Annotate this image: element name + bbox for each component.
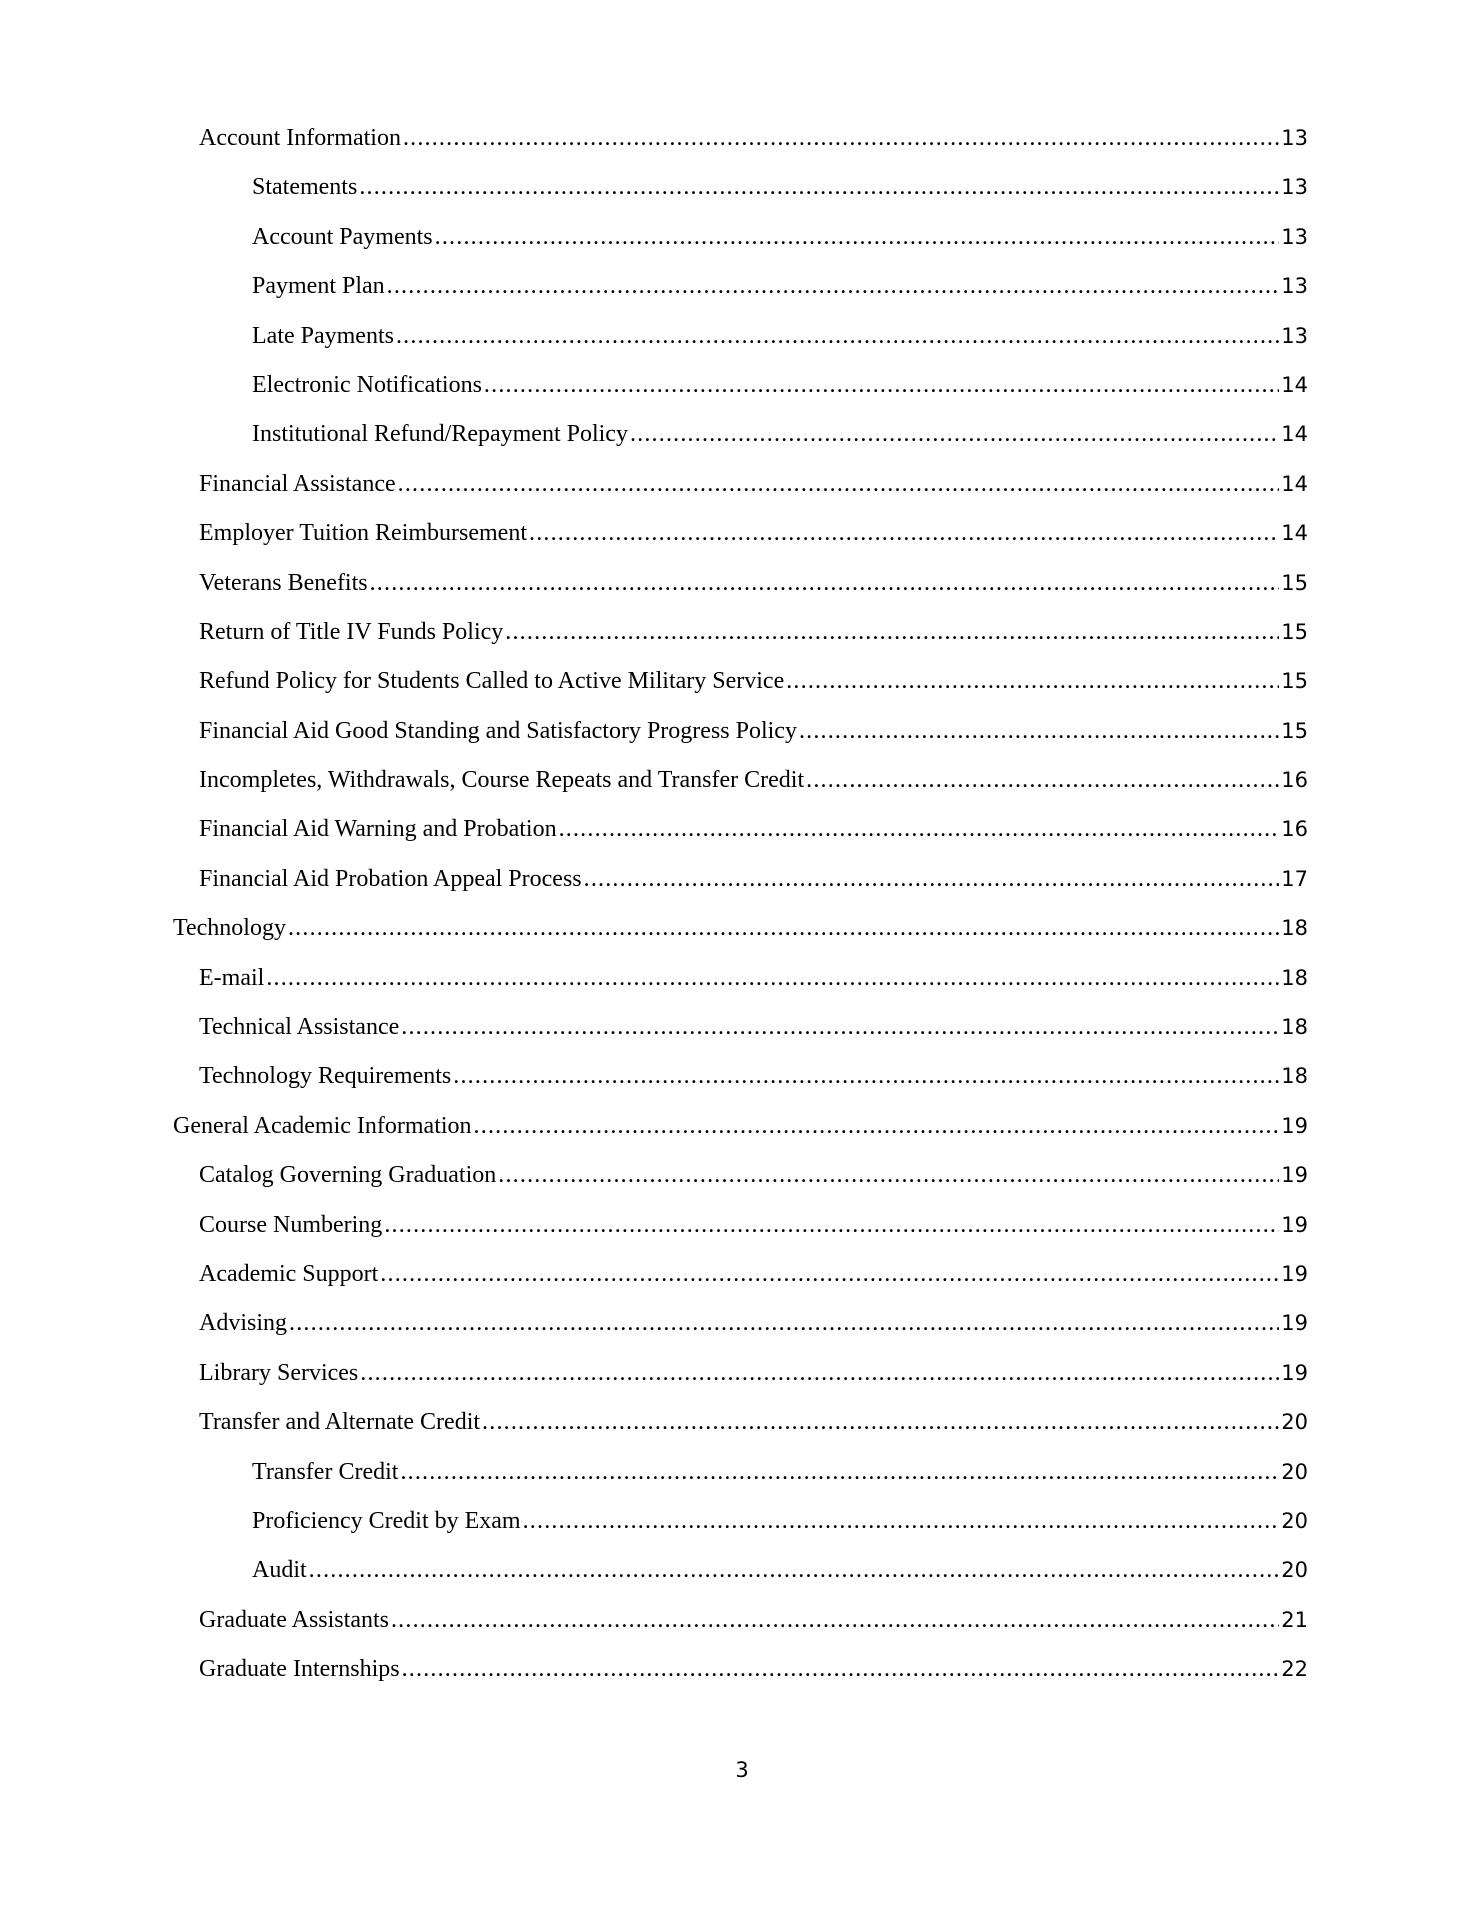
toc-dot-leader bbox=[498, 1161, 1279, 1189]
toc-entry[interactable] bbox=[0, 223, 1484, 272]
toc-entry-page-number: 19 bbox=[1281, 1113, 1308, 1138]
toc-entry-page-number: 21 bbox=[1281, 1607, 1308, 1632]
toc-entry-page-number: 20 bbox=[1281, 1410, 1308, 1435]
toc-dot-leader bbox=[391, 1606, 1279, 1634]
toc-entry-page-number: 19 bbox=[1281, 1261, 1308, 1286]
toc-entry[interactable] bbox=[0, 173, 1484, 222]
toc-entry[interactable] bbox=[0, 470, 1484, 519]
toc-entry[interactable] bbox=[0, 766, 1484, 815]
toc-entry[interactable] bbox=[0, 1309, 1484, 1358]
toc-entry[interactable] bbox=[0, 1556, 1484, 1605]
toc-entry[interactable] bbox=[0, 1606, 1484, 1655]
toc-entry-label: Financial Aid Probation Appeal Process bbox=[199, 865, 582, 892]
toc-dot-leader bbox=[398, 470, 1280, 498]
toc-entry[interactable] bbox=[0, 1507, 1484, 1556]
toc-dot-leader bbox=[453, 1062, 1279, 1090]
toc-entry-label: Transfer and Alternate Credit bbox=[199, 1409, 481, 1436]
toc-entry-label: Financial Aid Warning and Probation bbox=[199, 816, 557, 843]
toc-entry[interactable] bbox=[0, 1161, 1484, 1210]
toc-entry-label: Library Services bbox=[199, 1359, 359, 1386]
toc-entry-page-number: 14 bbox=[1281, 422, 1308, 447]
toc-entry-label: Institutional Refund/Repayment Policy bbox=[252, 421, 628, 448]
toc-entry-label: Technology bbox=[173, 915, 286, 942]
toc-entry-label: General Academic Information bbox=[173, 1112, 472, 1139]
toc-dot-leader bbox=[402, 1655, 1280, 1683]
toc-dot-leader bbox=[400, 1458, 1279, 1486]
toc-entry-page-number: 13 bbox=[1281, 126, 1308, 150]
toc-entry-page-number: 19 bbox=[1281, 1212, 1308, 1237]
toc-entry-page-number: 18 bbox=[1281, 916, 1308, 941]
toc-dot-leader bbox=[630, 420, 1279, 448]
toc-entry-page-number: 14 bbox=[1281, 372, 1308, 397]
toc-entry-label: Account Information bbox=[199, 125, 401, 151]
toc-entry-page-number: 18 bbox=[1281, 1015, 1308, 1040]
toc-entry-label: Technical Assistance bbox=[199, 1014, 400, 1041]
toc-dot-leader bbox=[401, 1013, 1279, 1041]
toc-entry-label: Advising bbox=[199, 1310, 288, 1337]
toc-dot-leader bbox=[806, 766, 1279, 794]
table-of-contents bbox=[0, 124, 1484, 1705]
toc-entry-label: Statements bbox=[252, 174, 358, 201]
toc-dot-leader bbox=[309, 1556, 1280, 1584]
toc-entry[interactable] bbox=[0, 667, 1484, 716]
toc-entry[interactable] bbox=[0, 124, 1484, 173]
toc-dot-leader bbox=[505, 618, 1279, 646]
toc-entry-label: Veterans Benefits bbox=[199, 569, 368, 596]
toc-entry-page-number: 15 bbox=[1281, 619, 1308, 644]
toc-entry-label: Catalog Governing Graduation bbox=[199, 1162, 497, 1189]
toc-dot-leader bbox=[359, 173, 1279, 201]
toc-entry-page-number: 20 bbox=[1281, 1459, 1308, 1484]
toc-entry-label: Audit bbox=[252, 1557, 307, 1584]
toc-dot-leader bbox=[396, 322, 1279, 350]
toc-entry-page-number: 20 bbox=[1281, 1558, 1308, 1583]
toc-entry-page-number: 19 bbox=[1281, 1360, 1308, 1385]
toc-entry-page-number: 16 bbox=[1281, 768, 1308, 793]
toc-entry-page-number: 13 bbox=[1281, 224, 1308, 249]
toc-entry[interactable] bbox=[0, 914, 1484, 963]
toc-dot-leader bbox=[266, 964, 1279, 992]
toc-entry[interactable] bbox=[0, 1062, 1484, 1111]
toc-entry-label: Return of Title IV Funds Policy bbox=[199, 618, 504, 645]
toc-entry-page-number: 19 bbox=[1281, 1163, 1308, 1188]
toc-dot-leader bbox=[289, 1309, 1279, 1337]
toc-entry[interactable] bbox=[0, 420, 1484, 469]
toc-dot-leader bbox=[288, 914, 1279, 942]
toc-entry-label: Academic Support bbox=[199, 1260, 379, 1287]
toc-entry[interactable] bbox=[0, 519, 1484, 568]
toc-entry-label: Account Payments bbox=[252, 223, 433, 250]
toc-dot-leader bbox=[529, 519, 1279, 547]
toc-entry-label: Electronic Notifications bbox=[252, 371, 482, 398]
toc-entry-label: Incompletes, Withdrawals, Course Repeats and Transfer Credit bbox=[199, 767, 805, 794]
toc-entry-page-number: 19 bbox=[1281, 1311, 1308, 1336]
toc-entry[interactable] bbox=[0, 618, 1484, 667]
toc-entry-label: Graduate Internships bbox=[199, 1656, 400, 1683]
toc-entry[interactable] bbox=[0, 865, 1484, 914]
toc-entry[interactable] bbox=[0, 964, 1484, 1013]
toc-entry[interactable] bbox=[0, 1458, 1484, 1507]
toc-dot-leader bbox=[482, 1408, 1279, 1436]
toc-entry-page-number: 15 bbox=[1281, 718, 1308, 743]
toc-dot-leader bbox=[380, 1260, 1279, 1288]
toc-entry[interactable] bbox=[0, 1013, 1484, 1062]
toc-entry-label: Course Numbering bbox=[199, 1211, 383, 1238]
toc-dot-leader bbox=[523, 1507, 1280, 1535]
toc-dot-leader bbox=[387, 272, 1280, 300]
toc-entry[interactable] bbox=[0, 1408, 1484, 1457]
toc-entry-label: E-mail bbox=[199, 964, 265, 991]
toc-entry-page-number: 18 bbox=[1281, 1064, 1308, 1089]
toc-dot-leader bbox=[384, 1211, 1279, 1239]
toc-entry-label: Payment Plan bbox=[252, 273, 385, 300]
toc-entry[interactable] bbox=[0, 1112, 1484, 1161]
toc-entry[interactable] bbox=[0, 1211, 1484, 1260]
toc-entry-label: Financial Aid Good Standing and Satisfactory Progress Policy bbox=[199, 717, 797, 744]
toc-entry-label: Graduate Assistants bbox=[199, 1606, 389, 1633]
toc-entry[interactable] bbox=[0, 717, 1484, 766]
toc-entry[interactable] bbox=[0, 1359, 1484, 1408]
toc-dot-leader bbox=[403, 124, 1279, 152]
toc-entry-page-number: 13 bbox=[1281, 274, 1308, 299]
toc-entry-page-number: 22 bbox=[1281, 1657, 1308, 1682]
toc-dot-leader bbox=[786, 667, 1279, 695]
toc-entry-label: Transfer Credit bbox=[252, 1458, 399, 1485]
toc-entry-page-number: 14 bbox=[1281, 521, 1308, 546]
toc-entry[interactable] bbox=[0, 371, 1484, 420]
toc-dot-leader bbox=[559, 815, 1280, 843]
toc-entry-page-number: 16 bbox=[1281, 817, 1308, 842]
toc-entry[interactable] bbox=[0, 272, 1484, 321]
toc-dot-leader bbox=[370, 569, 1280, 597]
page-number: 3 bbox=[735, 1758, 749, 1782]
toc-entry[interactable] bbox=[0, 322, 1484, 371]
toc-entry[interactable] bbox=[0, 569, 1484, 618]
toc-dot-leader bbox=[435, 223, 1280, 251]
toc-entry-label: Late Payments bbox=[252, 322, 394, 349]
toc-entry[interactable] bbox=[0, 815, 1484, 864]
toc-entry-label: Refund Policy for Students Called to Active Military Service bbox=[199, 668, 785, 695]
toc-entry[interactable] bbox=[0, 1655, 1484, 1704]
toc-dot-leader bbox=[484, 371, 1279, 399]
toc-entry-page-number: 15 bbox=[1281, 669, 1308, 694]
toc-entry-label: Technology Requirements bbox=[199, 1063, 452, 1090]
toc-entry-label: Proficiency Credit by Exam bbox=[252, 1507, 521, 1534]
toc-entry-page-number: 15 bbox=[1281, 570, 1308, 595]
toc-dot-leader bbox=[474, 1112, 1280, 1140]
toc-entry-label: Financial Assistance bbox=[199, 470, 396, 497]
toc-entry-page-number: 18 bbox=[1281, 965, 1308, 990]
toc-entry-page-number: 17 bbox=[1281, 866, 1308, 891]
toc-entry-label: Employer Tuition Reimbursement bbox=[199, 520, 527, 547]
toc-entry-page-number: 13 bbox=[1281, 323, 1308, 348]
toc-entry-page-number: 20 bbox=[1281, 1508, 1308, 1533]
toc-dot-leader bbox=[799, 717, 1279, 745]
toc-dot-leader bbox=[584, 865, 1280, 893]
toc-entry-page-number: 13 bbox=[1281, 175, 1308, 200]
toc-entry-page-number: 14 bbox=[1281, 471, 1308, 496]
toc-dot-leader bbox=[360, 1359, 1279, 1387]
toc-entry[interactable] bbox=[0, 1260, 1484, 1309]
